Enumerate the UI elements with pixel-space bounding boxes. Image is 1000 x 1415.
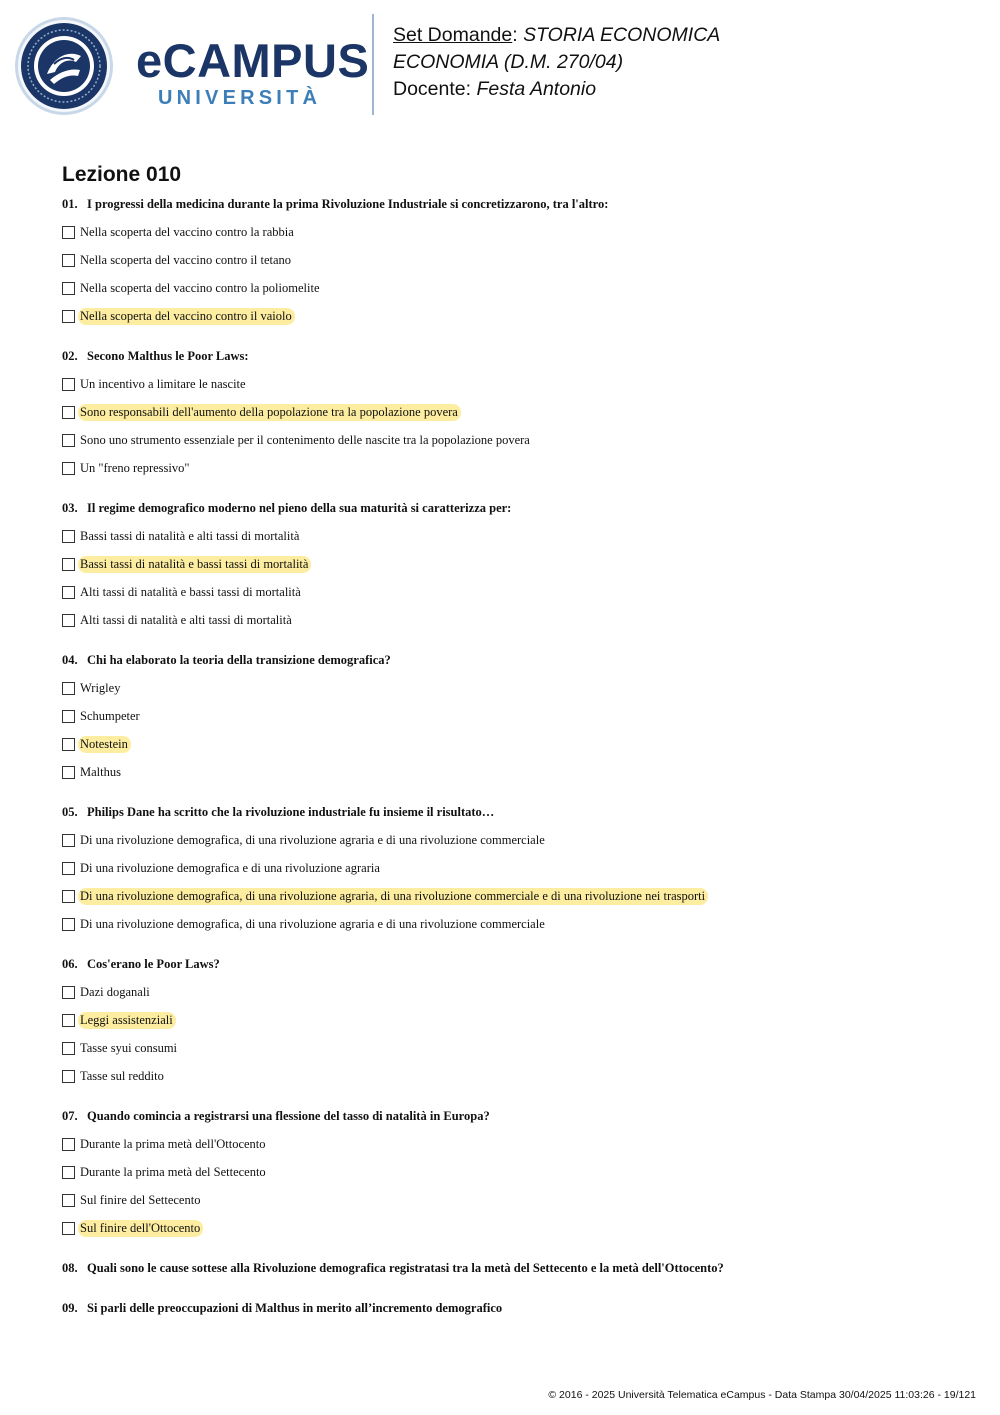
answer-checkbox[interactable]: [62, 586, 75, 599]
answer-checkbox[interactable]: [62, 986, 75, 999]
question-text: [62, 500, 962, 516]
answer-option[interactable]: [62, 831, 962, 859]
question-04: [62, 652, 962, 804]
answer-checkbox[interactable]: [62, 254, 75, 267]
answer-option[interactable]: [62, 279, 962, 307]
question-prompt: Quando comincia a registrarsi una flessione del tasso di natalità in Europa?: [87, 1109, 490, 1123]
question-06: [62, 956, 962, 1108]
answer-checkbox[interactable]: [62, 766, 75, 779]
question-02: [62, 348, 962, 500]
answer-label: Bassi tassi di natalità e alti tassi di mortalità: [80, 529, 300, 543]
question-spacer: [62, 1095, 962, 1108]
answer-label: Alti tassi di natalità e bassi tassi di mortalità: [80, 585, 301, 599]
answer-option[interactable]: [62, 679, 962, 707]
answer-checkbox[interactable]: [62, 1042, 75, 1055]
answer-label: Nella scoperta del vaccino contro il tetano: [80, 253, 292, 267]
answer-option[interactable]: [62, 375, 962, 403]
answer-option[interactable]: [62, 307, 962, 335]
answer-checkbox[interactable]: [62, 682, 75, 695]
answer-label: Un incentivo a limitare le nascite: [80, 377, 246, 391]
question-09: [62, 1300, 962, 1340]
answer-option[interactable]: [62, 1163, 962, 1191]
question-spacer: [62, 943, 962, 956]
question-text: [62, 804, 962, 820]
answer-label: Tasse sul reddito: [80, 1069, 164, 1083]
question-spacer: [62, 1316, 962, 1340]
answer-label: Nella scoperta del vaccino contro la rabbia: [80, 225, 294, 239]
answer-option[interactable]: [62, 763, 962, 791]
question-number: 05.: [62, 805, 78, 819]
question-text: [62, 956, 962, 972]
page-header: [0, 0, 1000, 130]
answer-option[interactable]: [62, 527, 962, 555]
answer-label: Malthus: [80, 765, 121, 779]
question-number: 07.: [62, 1109, 78, 1123]
question-spacer: [62, 487, 962, 500]
teacher-name: Festa Antonio: [476, 78, 597, 100]
correct-answer-label: Nella scoperta del vaccino contro il vaiolo: [78, 308, 295, 325]
answer-label: Dazi doganali: [80, 985, 150, 999]
answer-label: Tasse syui consumi: [80, 1041, 178, 1055]
question-number: 09.: [62, 1301, 78, 1315]
answer-checkbox[interactable]: [62, 1138, 75, 1151]
answer-option[interactable]: [62, 887, 962, 915]
answer-option[interactable]: [62, 859, 962, 887]
question-number: 03.: [62, 501, 78, 515]
answer-label: Sono uno strumento essenziale per il contenimento delle nascite tra la popolazione povera: [80, 433, 530, 447]
answer-checkbox[interactable]: [62, 378, 75, 391]
course-program: ECONOMIA (D.M. 270/04): [393, 51, 624, 73]
correct-answer-label: Di una rivoluzione demografica, di una rivoluzione agraria, di una rivoluzione commerciale e di una rivoluzione nei trasporti: [78, 888, 708, 905]
university-seal-icon: [14, 16, 114, 116]
question-prompt: Philips Dane ha scritto che la rivoluzione industriale fu insieme il risultato…: [87, 805, 495, 819]
answer-checkbox[interactable]: [62, 918, 75, 931]
answer-checkbox[interactable]: [62, 614, 75, 627]
set-label: Set Domande: [393, 24, 513, 46]
correct-answer-label: Sul finire dell'Ottocento: [78, 1220, 203, 1237]
question-prompt: Quali sono le cause sottese alla Rivoluzione demografica registratasi tra la metà del Settecento e la metà dell'Ottocento?: [87, 1261, 724, 1275]
question-spacer: [62, 791, 962, 804]
answer-label: Wrigley: [80, 681, 121, 695]
question-spacer: [62, 1276, 962, 1300]
correct-answer-label: Leggi assistenziali: [78, 1012, 176, 1029]
answer-label: Di una rivoluzione demografica, di una rivoluzione agraria e di una rivoluzione commerciale: [80, 917, 545, 931]
question-list: [62, 196, 962, 1340]
question-number: 06.: [62, 957, 78, 971]
question-text: [62, 1260, 962, 1276]
ecampus-logo: [14, 14, 370, 119]
answer-option[interactable]: [62, 1135, 962, 1163]
answer-checkbox[interactable]: [62, 310, 75, 323]
answer-label: Nella scoperta del vaccino contro la poliomelite: [80, 281, 320, 295]
answer-label: Di una rivoluzione demografica e di una rivoluzione agraria: [80, 861, 380, 875]
answer-label: Durante la prima metà dell'Ottocento: [80, 1137, 266, 1151]
answer-option[interactable]: [62, 915, 962, 943]
answer-option[interactable]: [62, 223, 962, 251]
answer-option[interactable]: [62, 403, 962, 431]
answer-option[interactable]: [62, 431, 962, 459]
answer-checkbox[interactable]: [62, 1070, 75, 1083]
answer-option[interactable]: [62, 251, 962, 279]
answer-option[interactable]: [62, 555, 962, 583]
course-line-3: [393, 76, 720, 103]
question-prompt: Si parli delle preoccupazioni di Malthus in merito all’incremento demografico: [87, 1301, 503, 1315]
answer-checkbox[interactable]: [62, 1222, 75, 1235]
answer-checkbox[interactable]: [62, 738, 75, 751]
answer-option[interactable]: [62, 1039, 962, 1067]
question-number: 04.: [62, 653, 78, 667]
answer-label: Schumpeter: [80, 709, 140, 723]
answer-checkbox[interactable]: [62, 434, 75, 447]
question-spacer: [62, 335, 962, 348]
answer-checkbox[interactable]: [62, 406, 75, 419]
question-01: [62, 196, 962, 348]
answer-checkbox[interactable]: [62, 1166, 75, 1179]
answer-option[interactable]: [62, 611, 962, 639]
question-prompt: Chi ha elaborato la teoria della transizione demografica?: [87, 653, 391, 667]
question-prompt: Secono Malthus le Poor Laws:: [87, 349, 249, 363]
question-08: [62, 1260, 962, 1300]
question-number: 02.: [62, 349, 78, 363]
header-divider: [372, 14, 374, 115]
question-text: [62, 1108, 962, 1124]
correct-answer-label: Sono responsabili dell'aumento della popolazione tra la popolazione povera: [78, 404, 461, 421]
correct-answer-label: Notestein: [78, 736, 131, 753]
answer-label: Alti tassi di natalità e alti tassi di mortalità: [80, 613, 292, 627]
answer-option[interactable]: [62, 583, 962, 611]
course-name: STORIA ECONOMICA: [523, 24, 721, 46]
question-spacer: [62, 1247, 962, 1260]
question-number: 08.: [62, 1261, 78, 1275]
answer-checkbox[interactable]: [62, 226, 75, 239]
answer-option[interactable]: [62, 1191, 962, 1219]
answer-checkbox[interactable]: [62, 1014, 75, 1027]
question-number: 01.: [62, 197, 78, 211]
question-text: [62, 196, 962, 212]
teacher-label: Docente:: [393, 78, 472, 100]
answer-checkbox[interactable]: [62, 558, 75, 571]
answer-option[interactable]: [62, 1219, 962, 1247]
lesson-title: Lezione 010: [62, 163, 182, 186]
answer-option[interactable]: [62, 983, 962, 1011]
answer-label: Sul finire del Settecento: [80, 1193, 201, 1207]
question-prompt: Cos'erano le Poor Laws?: [87, 957, 220, 971]
answer-label: Di una rivoluzione demografica, di una rivoluzione agraria e di una rivoluzione commerciale: [80, 833, 545, 847]
question-prompt: Il regime demografico moderno nel pieno della sua maturità si caratterizza per:: [87, 501, 512, 515]
answer-option[interactable]: [62, 459, 962, 487]
answer-checkbox[interactable]: [62, 282, 75, 295]
answer-option[interactable]: [62, 1067, 962, 1095]
answer-option[interactable]: [62, 1011, 962, 1039]
logo-text: eCAMPUS: [136, 34, 370, 87]
logo-wordmark: [136, 36, 369, 110]
question-text: [62, 652, 962, 668]
answer-label: Durante la prima metà del Settecento: [80, 1165, 266, 1179]
question-spacer: [62, 639, 962, 652]
correct-answer-label: Bassi tassi di natalità e bassi tassi di mortalità: [78, 556, 311, 573]
answer-checkbox[interactable]: [62, 862, 75, 875]
answer-checkbox[interactable]: [62, 1194, 75, 1207]
answer-option[interactable]: [62, 707, 962, 735]
question-prompt: I progressi della medicina durante la prima Rivoluzione Industriale si concretizzarono, tra l'altro:: [87, 197, 609, 211]
question-text: [62, 348, 962, 364]
answer-checkbox[interactable]: [62, 462, 75, 475]
answer-label: Un "freno repressivo": [80, 461, 190, 475]
page-footer: © 2016 - 2025 Università Telematica eCampus - Data Stampa 30/04/2025 11:03:26 - 19/121: [548, 1389, 976, 1401]
answer-option[interactable]: [62, 735, 962, 763]
logo-subtext: UNIVERSITÀ: [158, 87, 322, 109]
question-05: [62, 804, 962, 956]
question-07: [62, 1108, 962, 1260]
course-line-2: [393, 49, 720, 76]
answer-checkbox[interactable]: [62, 834, 75, 847]
course-info: [393, 22, 720, 103]
question-03: [62, 500, 962, 652]
answer-checkbox[interactable]: [62, 710, 75, 723]
answer-checkbox[interactable]: [62, 890, 75, 903]
answer-checkbox[interactable]: [62, 530, 75, 543]
question-text: [62, 1300, 962, 1316]
course-line-1: Set Domande: STORIA ECONOMICA: [393, 24, 721, 46]
